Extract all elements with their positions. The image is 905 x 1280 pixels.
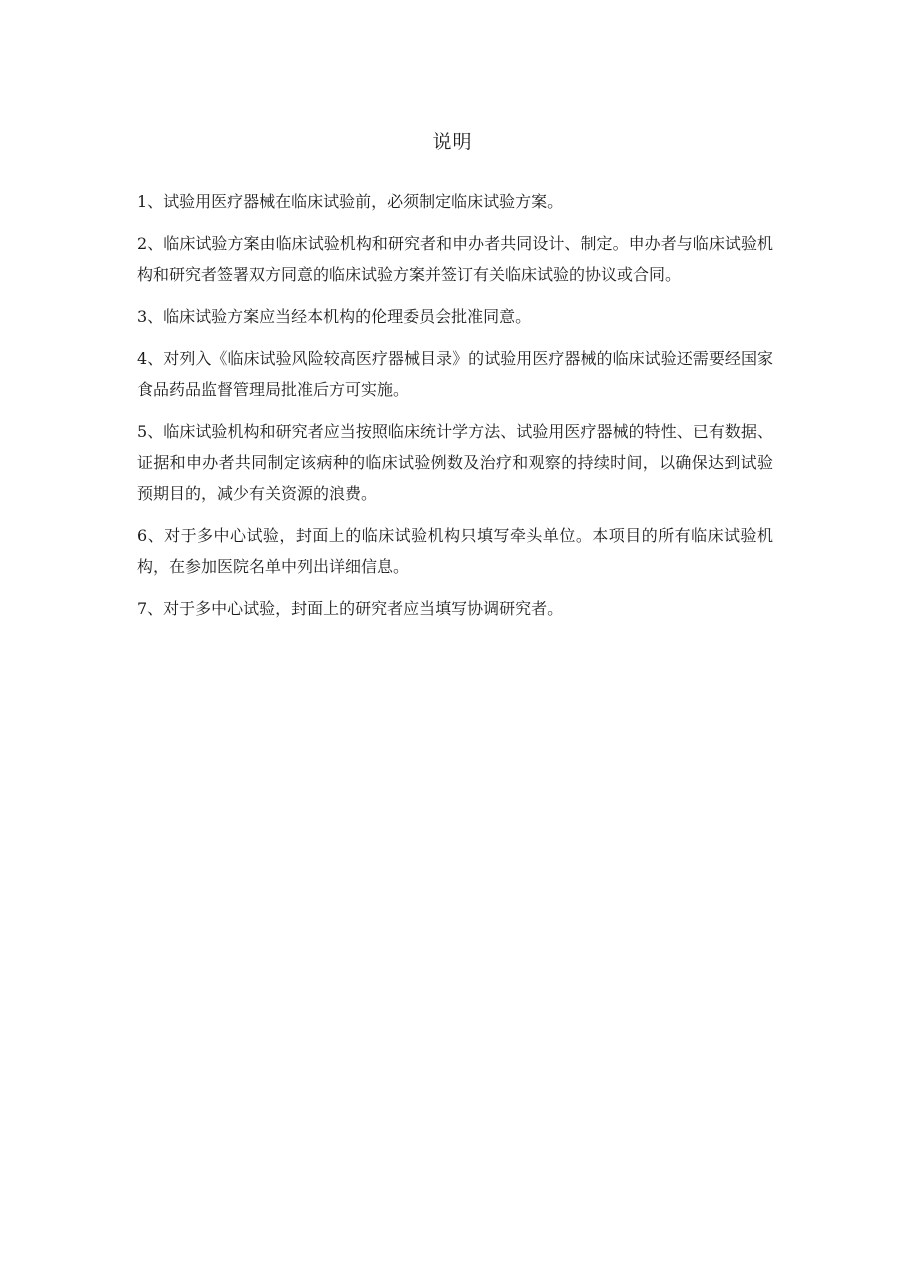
instructions-list [137, 186, 773, 635]
instruction-item-3: 3、临床试验方案应当经本机构的伦理委员会批准同意。 [137, 307, 532, 326]
instruction-item-4: 4、对列入《临床试验风险较高医疗器械目录》的试验用医疗器械的临床试验还需要经国家食品药品监督管理局批准后方可实施。 [137, 349, 773, 399]
instruction-item-6: 6、对于多中心试验，封面上的临床试验机构只填写牵头单位。本项目的所有临床试验机构，在参加医院名单中列出详细信息。 [137, 526, 773, 576]
instruction-item-7: 7、对于多中心试验，封面上的研究者应当填写协调研究者。 [137, 599, 564, 618]
page-title: 说明 [432, 131, 473, 153]
instruction-item-5: 5、临床试验机构和研究者应当按照临床统计学方法、试验用医疗器械的特性、已有数据、证据和申办者共同制定该病种的临床试验例数及治疗和观察的持续时间，以确保达到试验预期目的，减少有关资源的浪费。 [137, 422, 773, 503]
instruction-item-1: 1、试验用医疗器械在临床试验前，必须制定临床试验方案。 [137, 192, 564, 211]
instruction-item-2: 2、临床试验方案由临床试验机构和研究者和申办者共同设计、制定。申办者与临床试验机构和研究者签署双方同意的临床试验方案并签订有关临床试验的协议或合同。 [137, 234, 773, 284]
